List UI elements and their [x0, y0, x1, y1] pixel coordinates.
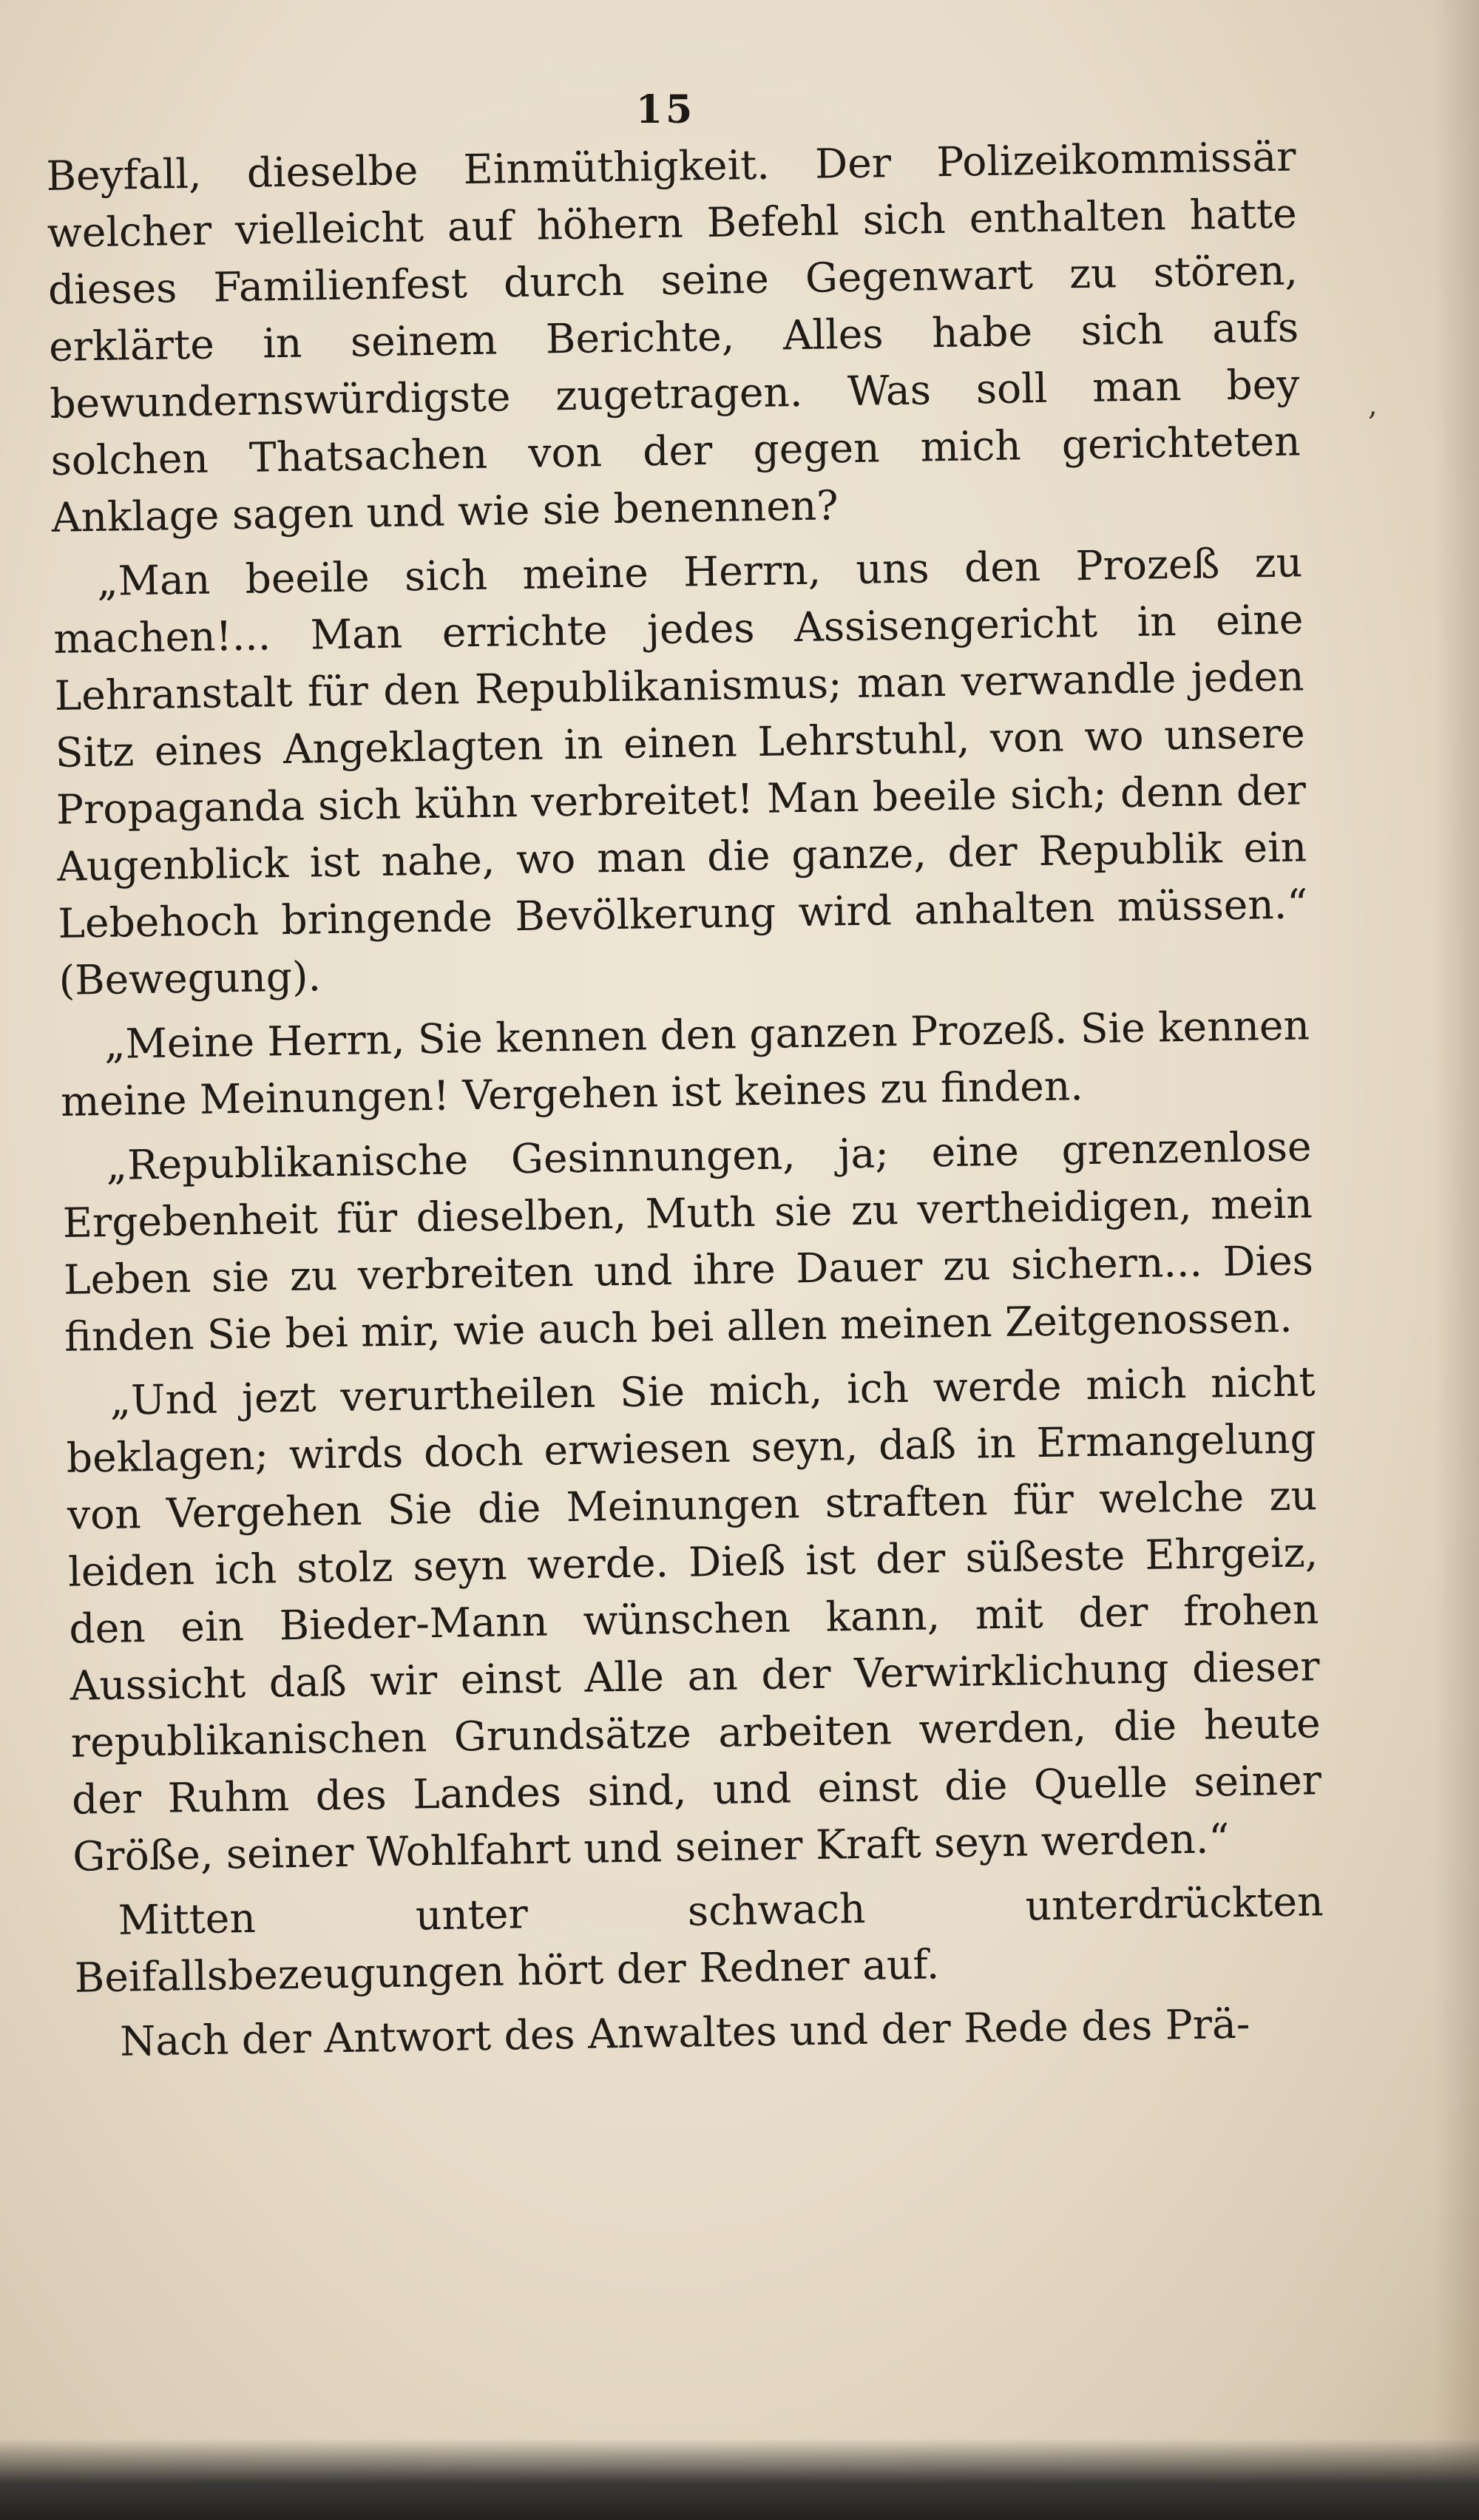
paragraph-1: Beyfall, dieselbe Einmüthigkeit. Der Polizeikommissär welcher vielleicht auf höhern Befehl sich enthalten hatte dieses Familienfest durch seine Gegenwart zu stören, erklärte in seinem Berichte, Alles habe sich aufs bewundernswürdigste zugetragen. Was soll man bey solchen Thatsachen von der gegen mich gerichteten Anklage sagen und wie sie benennen?: [46, 132, 1301, 541]
paragraph-3: „Meine Herrn, Sie kennen den ganzen Prozeß. Sie kennen meine Meinungen! Vergehen ist keines zu finden.: [60, 1001, 1310, 1125]
body-text: [46, 128, 1326, 2078]
paragraph-2: „Man beeile sich meine Herrn, uns den Prozeß zu machen!... Man errichte jedes Assisengericht in eine Lehranstalt für den Republikanismus; man verwandle jeden Sitz eines Angeklagten in einen Lehrstuhl, von wo unsere Propaganda sich kühn verbreitet! Man beeile sich; denn der Augenblick ist nahe, wo man die ganze, der Republik ein Lebehoch bringende Bevölkerung wird anhalten müssen.“ (Bewegung).: [53, 538, 1308, 1004]
spine-shadow: [1435, 0, 1479, 2520]
paragraph-4: „Republikanische Gesinnungen, ja; eine grenzenlose Ergebenheit für dieselben, Muth sie zu vertheidigen, mein Leben sie zu verbreiten und ihre Dauer zu sichern... Dies finden Sie bei mir, wie auch bei allen meinen Zeitgenossen.: [62, 1122, 1314, 1361]
page-number: 15: [635, 87, 696, 132]
stray-mark: ,: [1368, 388, 1378, 422]
paragraph-6: Mitten unter schwach unterdrückten Beifallsbezeugungen hört der Redner auf.: [74, 1877, 1324, 2002]
paragraph-5: „Und jezt verurtheilen Sie mich, ich werde mich nicht beklagen; wirds doch erwiesen seyn, daß in Ermangelung von Vergehen Sie die Meinungen straften für welche zu leiden ich stolz seyn werde. Dieß ist der süßeste Ehrgeiz, den ein Bieder-Mann wünschen kann, mit der frohen Aussicht daß wir einst Alle an der Verwirklichung dieser republikanischen Grundsätze arbeiten werden, die heute der Ruhm des Landes sind, und einst die Quelle seiner Größe, seiner Wohlfahrt und seiner Kraft seyn werden.“: [66, 1358, 1322, 1880]
paragraph-7: Nach der Antwort des Anwaltes und der Rede des Prä-: [119, 1999, 1250, 2065]
